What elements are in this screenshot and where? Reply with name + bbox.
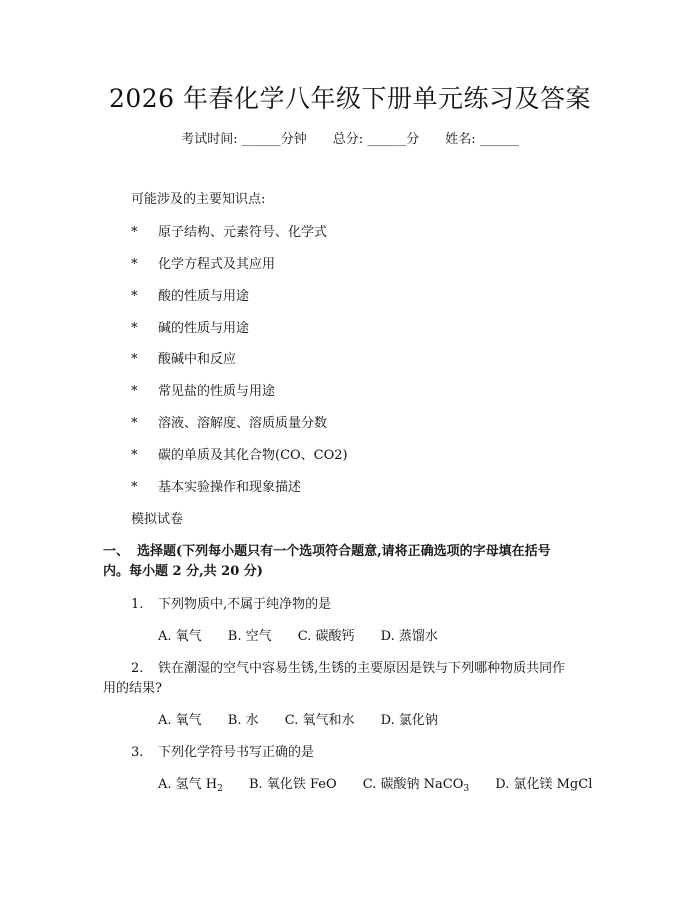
document-title: 2026 年春化学八年级下册单元练习及答案 — [108, 84, 592, 113]
bullet-marker: * — [131, 321, 138, 336]
knowledge-item: 酸碱中和反应 — [158, 352, 237, 367]
question-number: 2. — [131, 661, 144, 676]
knowledge-item: 酸的性质与用途 — [158, 289, 250, 304]
option-c: C. 碳酸钠 NaCO$_3$ — [362, 777, 470, 794]
question-options — [158, 628, 460, 646]
bullet-marker: * — [131, 480, 138, 495]
mock-exam-label: 模拟试卷 — [131, 512, 184, 527]
option-a: A. 氧气 — [158, 629, 202, 644]
time-label: 考试时间: — [181, 132, 238, 147]
knowledge-item: 化学方程式及其应用 — [158, 257, 276, 272]
section-number: 一、 — [103, 544, 130, 559]
option-b: B. 空气 — [227, 629, 272, 644]
option-d: D. 氯化钠 — [380, 713, 438, 728]
question-number: 1. — [131, 597, 144, 612]
option-c: C. 碳酸钙 — [297, 629, 355, 644]
section-heading-line1: 选择题(下列每小题只有一个选项符合题意,请将正确选项的字母填在括号 — [137, 544, 551, 559]
subscript: 2 — [217, 784, 223, 794]
name-blank: ______ — [479, 132, 519, 147]
question-options — [158, 776, 592, 794]
option-d: D. 氯化镁 MgCl — [495, 777, 593, 792]
question-text: 下列化学符号书写正确的是 — [158, 745, 315, 760]
knowledge-item: 碳的单质及其化合物(CO、CO2) — [158, 448, 348, 463]
option-d: D. 蒸馏水 — [380, 629, 438, 644]
bullet-marker: * — [131, 384, 138, 399]
knowledge-item: 常见盐的性质与用途 — [158, 384, 276, 399]
question-options — [158, 712, 460, 730]
name-label: 姓名: — [445, 132, 476, 147]
question-number: 3. — [131, 745, 144, 760]
knowledge-heading: 可能涉及的主要知识点: — [131, 192, 266, 207]
knowledge-item: 原子结构、元素符号、化学式 — [158, 225, 328, 240]
knowledge-item: 基本实验操作和现象描述 — [158, 480, 302, 495]
subscript: 3 — [463, 784, 470, 794]
bullet-marker: * — [131, 416, 138, 431]
option-a: A. 氢气 $H_2$ — [158, 777, 223, 794]
question-text: 铁在潮湿的空气中容易生锈,生锈的主要原因是铁与下列哪种物质共同作 — [158, 661, 566, 676]
time-blank: ______ — [241, 132, 281, 147]
option-b: B. 水 — [227, 713, 259, 728]
knowledge-item: 溶液、溶解度、溶质质量分数 — [158, 416, 328, 431]
bullet-marker: * — [131, 448, 138, 463]
option-a: A. 氧气 — [158, 713, 202, 728]
score-blank: ______ — [367, 132, 407, 147]
question-text-continued: 用的结果? — [103, 681, 162, 696]
option-b: B. 氧化铁 FeO — [249, 777, 337, 792]
option-c: C. 氧气和水 — [284, 713, 355, 728]
section-heading-line2: 内。每小题 2 分,共 20 分) — [103, 564, 263, 579]
exam-info-line — [0, 131, 700, 149]
question-text: 下列物质中,不属于纯净物的是 — [158, 597, 332, 612]
bullet-marker: * — [131, 289, 138, 304]
bullet-marker: * — [131, 257, 138, 272]
time-unit: 分钟 — [280, 132, 307, 147]
score-unit: 分 — [406, 132, 420, 147]
knowledge-item: 碱的性质与用途 — [158, 321, 250, 336]
bullet-marker: * — [131, 352, 138, 367]
bullet-marker: * — [131, 225, 138, 240]
score-label: 总分: — [332, 132, 364, 147]
